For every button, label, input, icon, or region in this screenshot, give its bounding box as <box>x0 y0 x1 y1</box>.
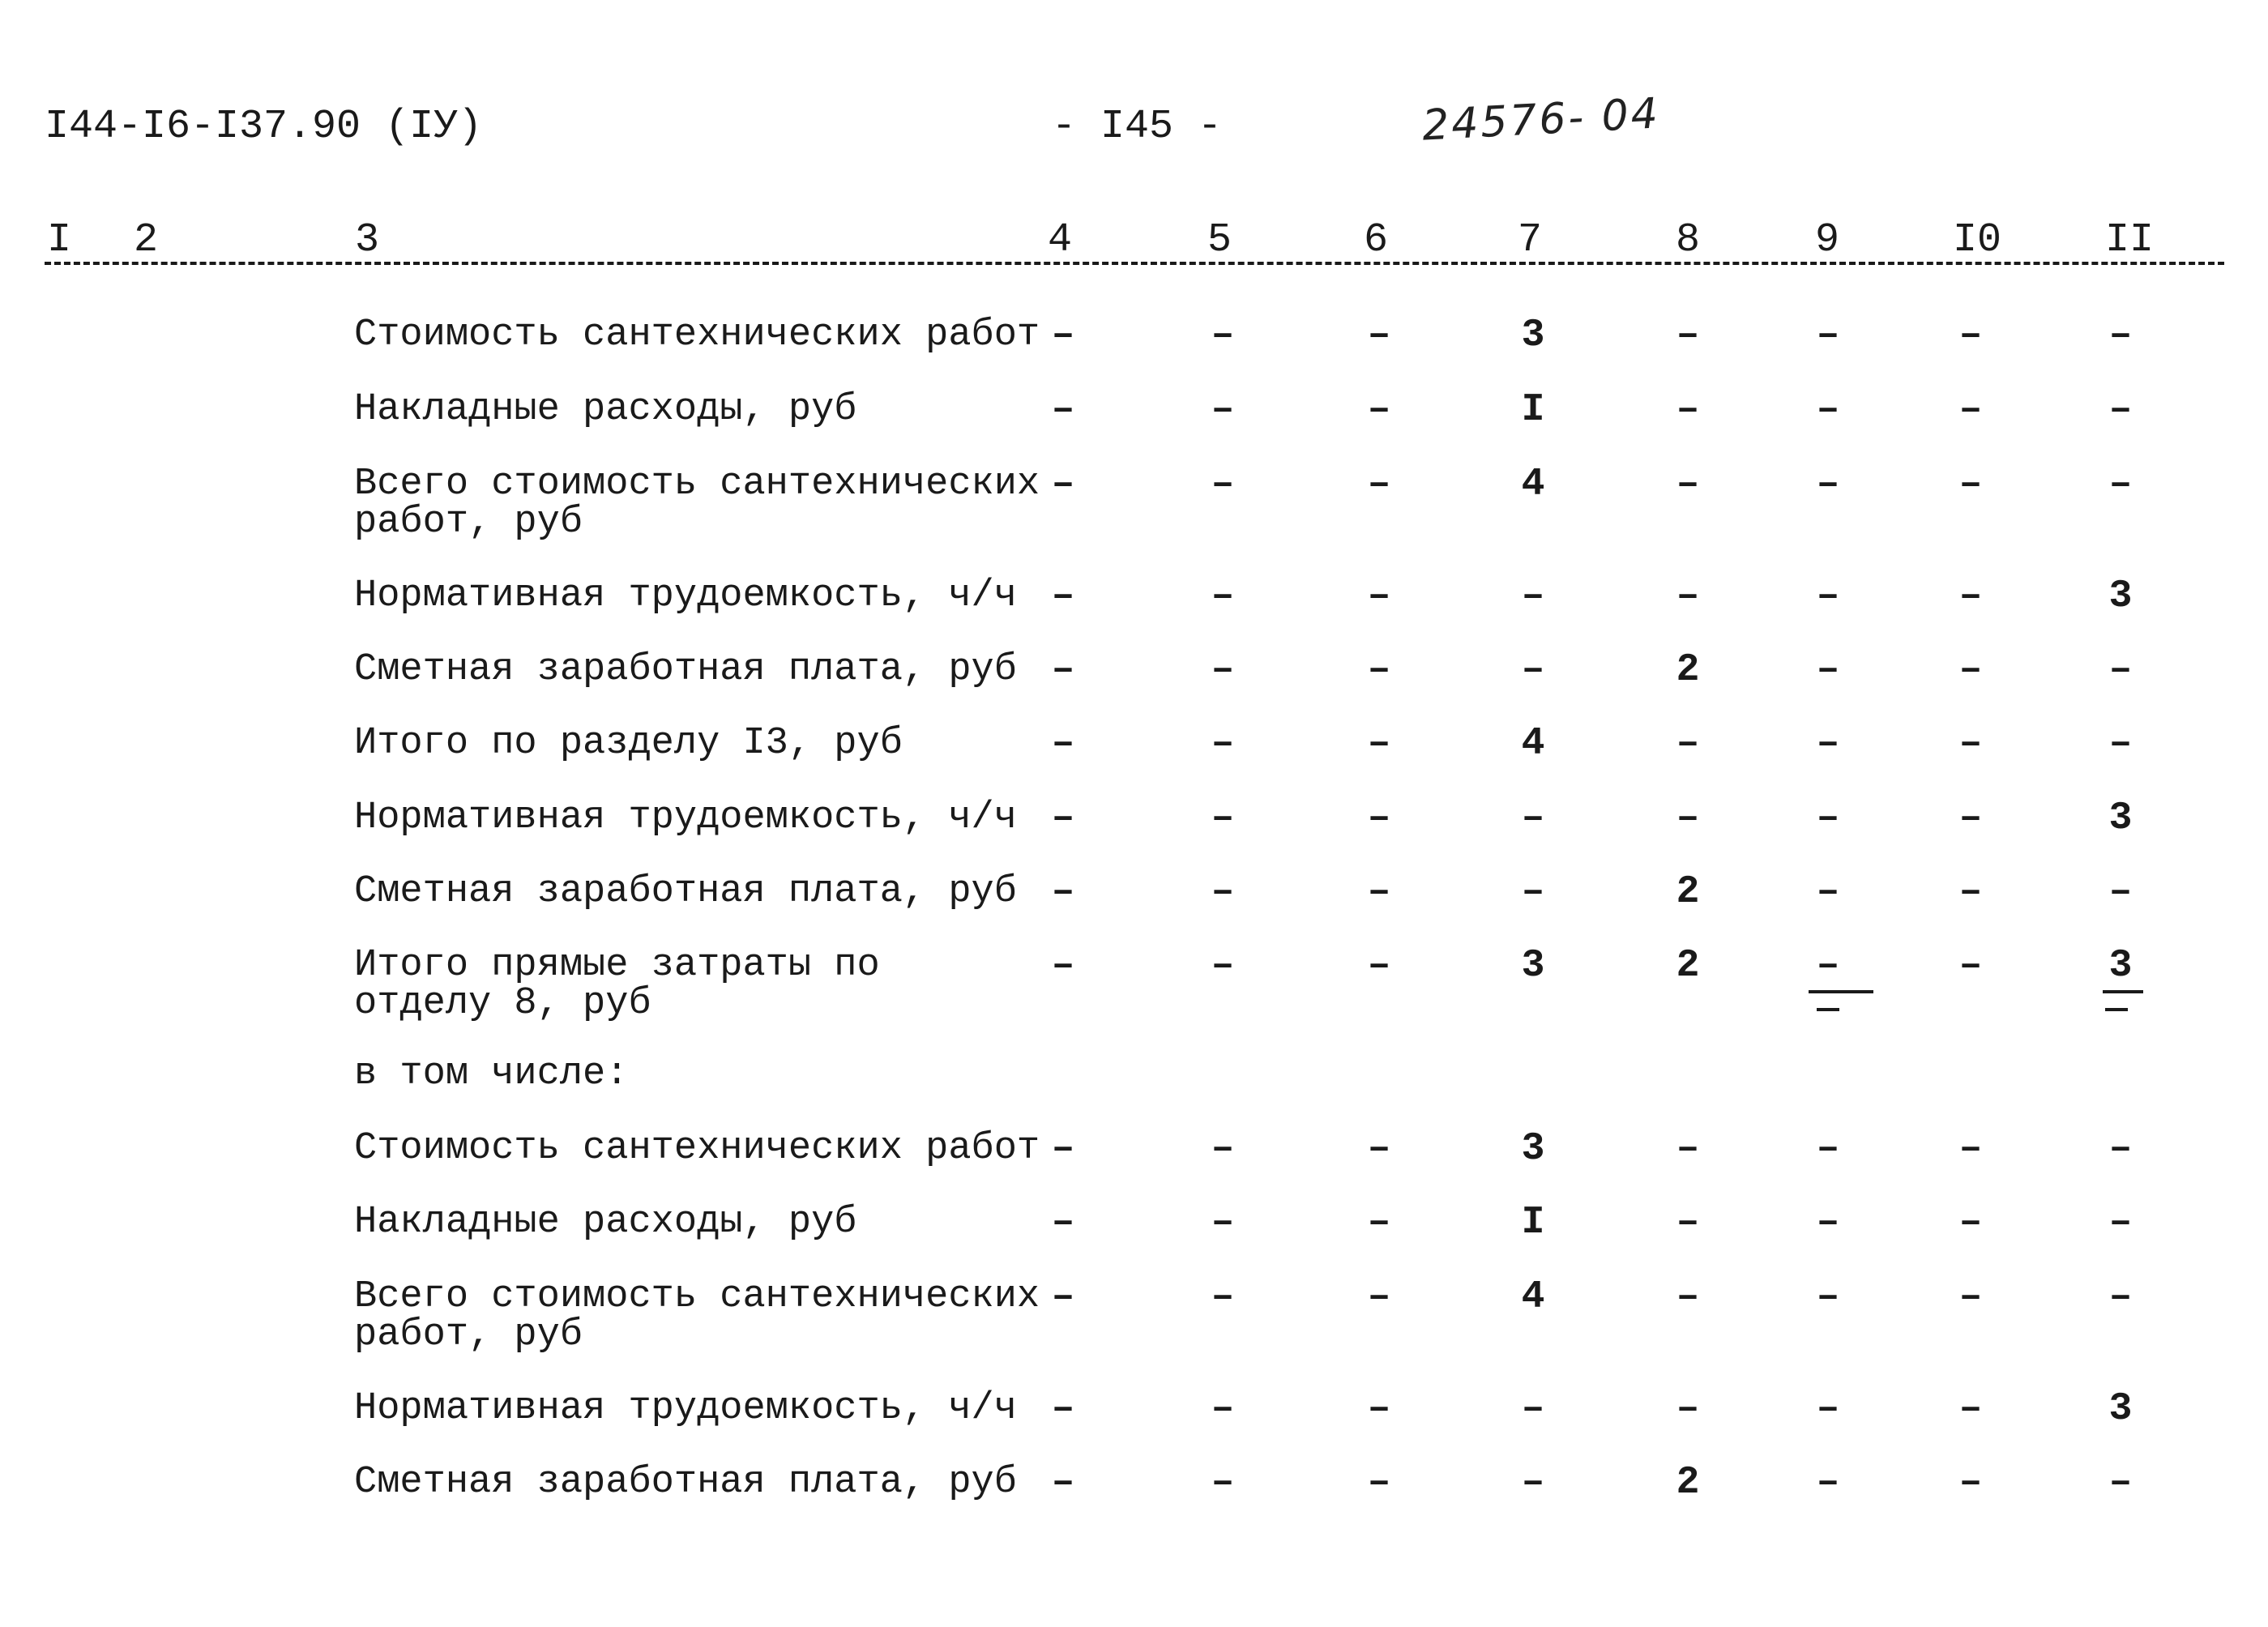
cell-col4: – <box>1051 388 1075 432</box>
cell-col10: – <box>1958 574 1983 618</box>
cell-col8: – <box>1676 388 1700 432</box>
cell-col11: – <box>2108 1201 2133 1245</box>
row-label: Всего стоимость сантехнических работ, руб <box>354 1275 1040 1356</box>
cell-col4: – <box>1051 1127 1075 1171</box>
cell-col5: – <box>1211 796 1235 840</box>
cell-col4: – <box>1051 944 1075 988</box>
column-number-6: 6 <box>1364 217 1389 263</box>
cell-col8: 2 <box>1676 648 1700 692</box>
total-double-underline-col9 <box>1817 1008 1839 1011</box>
cell-col10: – <box>1958 1275 1983 1319</box>
cell-col7: 3 <box>1521 944 1545 988</box>
cell-col8: – <box>1676 1127 1700 1171</box>
column-number-3: 3 <box>355 217 380 263</box>
total-underline-col9 <box>1809 990 1873 993</box>
cell-col7: – <box>1521 648 1545 692</box>
cell-col8: – <box>1676 1275 1700 1319</box>
cell-col11: 3 <box>2108 796 2133 840</box>
cell-col4: – <box>1051 463 1075 506</box>
cell-col6: – <box>1367 796 1391 840</box>
cell-col10: – <box>1958 314 1983 357</box>
cell-col4: – <box>1051 870 1075 914</box>
cell-col9: – <box>1816 1275 1840 1319</box>
cell-col5: – <box>1211 574 1235 618</box>
cell-col7: 4 <box>1521 1275 1545 1319</box>
cell-col6: – <box>1367 388 1391 432</box>
cell-col5: – <box>1211 944 1235 988</box>
cell-col7: – <box>1521 870 1545 914</box>
cell-col7: – <box>1521 1461 1545 1505</box>
cell-col6: – <box>1367 722 1391 766</box>
cell-col9: – <box>1816 574 1840 618</box>
cell-col4: – <box>1051 648 1075 692</box>
cell-col4: – <box>1051 1275 1075 1319</box>
cell-col10: – <box>1958 870 1983 914</box>
cell-col7: 4 <box>1521 463 1545 506</box>
cell-col6: – <box>1367 574 1391 618</box>
cell-col4: – <box>1051 722 1075 766</box>
cell-col7: – <box>1521 1387 1545 1431</box>
total-double-underline-col11 <box>2105 1008 2128 1011</box>
cell-col8: 2 <box>1676 1461 1700 1505</box>
cell-col7: 3 <box>1521 1127 1545 1171</box>
cell-col5: – <box>1211 463 1235 506</box>
cell-col5: – <box>1211 648 1235 692</box>
column-number-2: 2 <box>134 217 159 263</box>
cell-col11: – <box>2108 722 2133 766</box>
cell-col5: – <box>1211 1201 1235 1245</box>
column-number-1: I <box>47 217 72 263</box>
row-label: Нормативная трудоемкость, ч/ч <box>354 1387 1017 1430</box>
cell-col10: – <box>1958 1461 1983 1505</box>
column-number-11: II <box>2105 217 2155 263</box>
cell-col4: – <box>1051 796 1075 840</box>
row-label: Накладные расходы, руб <box>354 388 857 431</box>
cell-col11: 3 <box>2108 1387 2133 1431</box>
cell-col5: – <box>1211 1275 1235 1319</box>
row-label: Стоимость сантехнических работ <box>354 1127 1040 1170</box>
cell-col8: – <box>1676 722 1700 766</box>
cell-col4: – <box>1051 574 1075 618</box>
cell-col6: – <box>1367 1387 1391 1431</box>
cell-col5: – <box>1211 314 1235 357</box>
cell-col10: – <box>1958 796 1983 840</box>
cell-col10: – <box>1958 463 1983 506</box>
column-number-9: 9 <box>1815 217 1840 263</box>
column-number-4: 4 <box>1048 217 1073 263</box>
row-label: Стоимость сантехнических работ <box>354 314 1040 357</box>
cell-col11: – <box>2108 463 2133 506</box>
cell-col7: 3 <box>1521 314 1545 357</box>
cell-col10: – <box>1958 1387 1983 1431</box>
row-label: Сметная заработная плата, руб <box>354 1461 1017 1504</box>
cell-col11: – <box>2108 1461 2133 1505</box>
cell-col8: – <box>1676 1387 1700 1431</box>
cell-col10: – <box>1958 388 1983 432</box>
cell-col6: – <box>1367 1201 1391 1245</box>
cell-col6: – <box>1367 648 1391 692</box>
cell-col8: – <box>1676 314 1700 357</box>
cell-col10: – <box>1958 1127 1983 1171</box>
column-number-7: 7 <box>1518 217 1543 263</box>
cell-col8: 2 <box>1676 944 1700 988</box>
cell-col5: – <box>1211 388 1235 432</box>
cell-col4: – <box>1051 1201 1075 1245</box>
cell-col6: – <box>1367 944 1391 988</box>
header-dashed-rule <box>45 262 2224 265</box>
cell-col5: – <box>1211 870 1235 914</box>
cell-col6: – <box>1367 1461 1391 1505</box>
cell-col9: – <box>1816 463 1840 506</box>
cell-col11: – <box>2108 648 2133 692</box>
column-number-10: I0 <box>1953 217 2002 263</box>
handwritten-stamp-number: 24576- 04 <box>1420 89 1662 151</box>
cell-col8: – <box>1676 796 1700 840</box>
cell-col11: – <box>2108 314 2133 357</box>
cell-col5: – <box>1211 1461 1235 1505</box>
row-label: Итого прямые затраты по отделу 8, руб <box>354 944 880 1025</box>
row-label: Сметная заработная плата, руб <box>354 648 1017 691</box>
column-number-5: 5 <box>1207 217 1232 263</box>
cell-col7: 4 <box>1521 722 1545 766</box>
cell-col6: – <box>1367 463 1391 506</box>
cell-col11: – <box>2108 870 2133 914</box>
cell-col10: – <box>1958 1201 1983 1245</box>
cell-col8: – <box>1676 463 1700 506</box>
cell-col11: 3 <box>2108 574 2133 618</box>
row-label: Итого по разделу I3, руб <box>354 722 903 765</box>
row-label: Нормативная трудоемкость, ч/ч <box>354 796 1017 839</box>
cell-col8: – <box>1676 574 1700 618</box>
total-underline-col11 <box>2103 990 2143 993</box>
cell-col9: – <box>1816 1461 1840 1505</box>
cell-col7: I <box>1521 1201 1545 1245</box>
cell-col9: – <box>1816 944 1840 988</box>
row-label: Нормативная трудоемкость, ч/ч <box>354 574 1017 617</box>
cell-col5: – <box>1211 1127 1235 1171</box>
cell-col4: – <box>1051 1387 1075 1431</box>
row-label: Всего стоимость сантехнических работ, руб <box>354 463 1040 544</box>
cell-col11: – <box>2108 1275 2133 1319</box>
cell-col8: 2 <box>1676 870 1700 914</box>
cell-col7: – <box>1521 796 1545 840</box>
cell-col9: – <box>1816 796 1840 840</box>
cell-col11: 3 <box>2108 944 2133 988</box>
cell-col6: – <box>1367 314 1391 357</box>
cell-col7: I <box>1521 388 1545 432</box>
cell-col10: – <box>1958 722 1983 766</box>
row-label: Сметная заработная плата, руб <box>354 870 1017 913</box>
cell-col9: – <box>1816 314 1840 357</box>
cell-col6: – <box>1367 1127 1391 1171</box>
cell-col11: – <box>2108 388 2133 432</box>
column-number-8: 8 <box>1676 217 1701 263</box>
cell-col4: – <box>1051 1461 1075 1505</box>
cell-col10: – <box>1958 648 1983 692</box>
document-code: I44-I6-I37.90 (IУ) <box>45 104 483 150</box>
cell-col8: – <box>1676 1201 1700 1245</box>
cell-col9: – <box>1816 870 1840 914</box>
cell-col9: – <box>1816 388 1840 432</box>
page-number: - I45 - <box>1052 104 1223 150</box>
cell-col9: – <box>1816 648 1840 692</box>
row-label: Накладные расходы, руб <box>354 1201 857 1244</box>
cell-col10: – <box>1958 944 1983 988</box>
cell-col6: – <box>1367 1275 1391 1319</box>
row-label: в том числе: <box>354 1053 629 1095</box>
cell-col5: – <box>1211 722 1235 766</box>
cell-col9: – <box>1816 1387 1840 1431</box>
cell-col11: – <box>2108 1127 2133 1171</box>
cell-col7: – <box>1521 574 1545 618</box>
cell-col9: – <box>1816 1201 1840 1245</box>
cell-col5: – <box>1211 1387 1235 1431</box>
cell-col9: – <box>1816 722 1840 766</box>
cell-col6: – <box>1367 870 1391 914</box>
cell-col4: – <box>1051 314 1075 357</box>
cell-col9: – <box>1816 1127 1840 1171</box>
